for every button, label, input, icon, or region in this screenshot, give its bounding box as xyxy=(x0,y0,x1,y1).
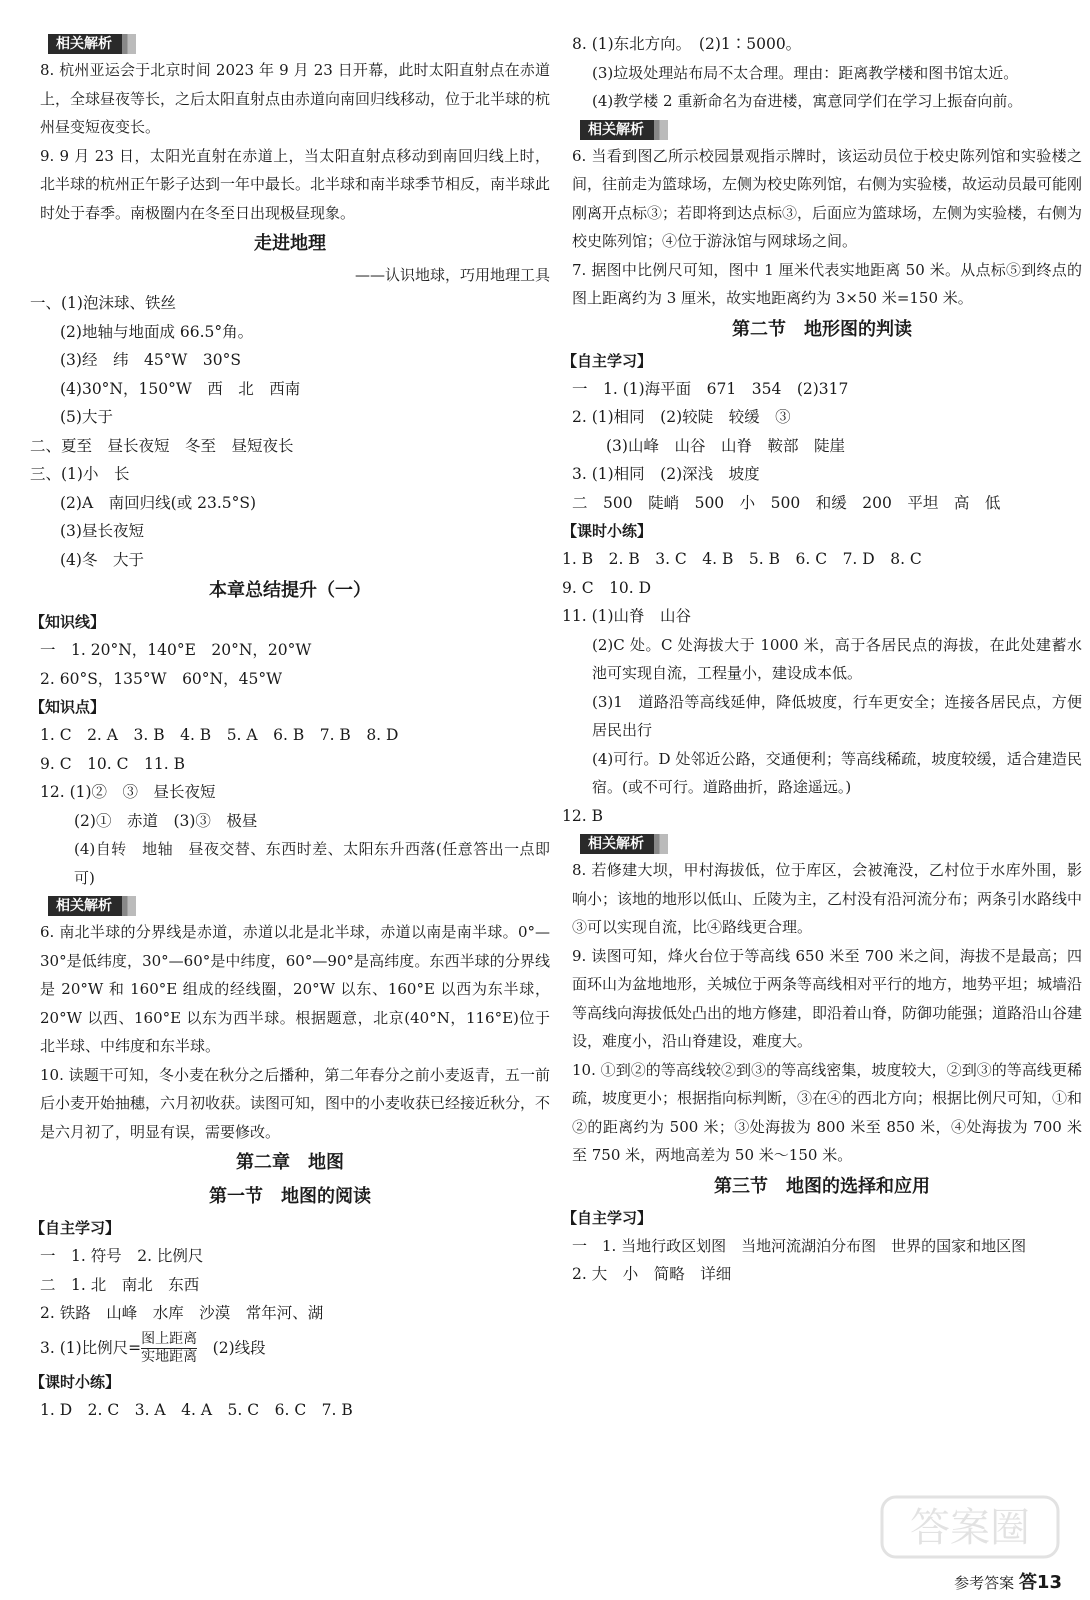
fraction-denominator: 实地距离 xyxy=(141,1349,198,1365)
answer-line: 一 1. 当地行政区划图 当地河流湖泊分布图 世界的国家和地区图 xyxy=(572,1236,1027,1255)
analysis-7: 7. 据图中比例尺可知，图中 1 厘米代表实地距离 50 米。从点标⑤到终点的图上距离约为 3 厘米，故实地距离约为 3×50 米=150 米。 xyxy=(572,260,1082,307)
analysis-10: 10. 读题干可知，冬小麦在秋分之后播种，第二年春分之前小麦返青，五一前后小麦开始抽穗，六月初收获。读图可知，图中的小麦收获已经接近秋分，不是六月初了，明显有误，需要修改。 xyxy=(40,1065,551,1141)
section-label: 【课时小练】 xyxy=(30,1372,121,1391)
answer-line: (2)地轴与地面成 66.5°角。 xyxy=(60,322,254,341)
chapter-summary-title: 本章总结提升（一） xyxy=(209,580,371,601)
answer-line: 9. C 10. C 11. B xyxy=(40,754,185,773)
watermark-logo xyxy=(880,1495,1060,1575)
answer-line: 1. B 2. B 3. C 4. B 5. B 6. C 7. D 8. C xyxy=(562,550,922,568)
section-title: 第三节 地图的选择和应用 xyxy=(714,1175,930,1197)
answer-line: (4)自转 地轴 昼夜交替、东西时差、太阳东升西落(任意答出一点即可) xyxy=(74,840,550,887)
answer-line: 1. D 2. C 3. A 4. A 5. C 6. C 7. B xyxy=(40,1400,353,1419)
answer-line: (2)① 赤道 (3)③ 极昼 xyxy=(74,811,258,830)
answer-line: 二 500 陡峭 500 小 500 和缓 200 平坦 高 低 xyxy=(572,493,1001,512)
answer-line: 12. (1)② ③ 昼长夜短 xyxy=(40,783,216,801)
answer-line: 8. (1)东北方向。 (2)1∶5000。 xyxy=(572,35,802,53)
scale-fraction xyxy=(141,1331,197,1366)
answer-line: 2. 铁路 山峰 水库 沙漠 常年河、湖 xyxy=(40,1304,324,1322)
watermark-text: 答案圈 xyxy=(910,1505,1030,1551)
answer-line: 1. C 2. A 3. B 4. B 5. A 6. B 7. B 8. D xyxy=(40,726,399,744)
analysis-9: 9. 读图可知，烽火台位于等高线 650 米至 700 米之间，海拔不是最高；四面环山为盆地地形，关城位于两条等高线相对平行的地方，地势平坦；城墙沿等高线向海拔低处凸出的地方修建，即沿着山脊，防御功能强；道路沿山谷建设，难度小，沿山脊建设，难度大。 xyxy=(572,946,1083,1050)
answer-line: 二 1. 北 南北 东西 xyxy=(40,1275,200,1294)
answer-line: 一 1. (1)海平面 671 354 (2)317 xyxy=(572,379,849,398)
analysis-badge: 相关解析 xyxy=(580,120,654,140)
answer-line: (3)昼长夜短 xyxy=(60,522,144,540)
analysis-9: 9. 9 月 23 日，太阳光直射在赤道上，当太阳直射点移动到南回归线上时，北半球的杭州正午影子达到一年中最长。北半球和南半球季节相反，南半球此时处于春季。南极圈内在冬至日出现极昼现象。 xyxy=(40,146,551,222)
fraction-numerator: 图上距离 xyxy=(141,1331,198,1347)
chapter-title: 第二章 地图 xyxy=(236,1152,344,1173)
fraction-suffix: (2)线段 xyxy=(197,1338,266,1357)
section-label: 【自主学习】 xyxy=(562,1208,653,1227)
answer-line: 2. 60°S，135°W 60°N，45°W xyxy=(40,669,283,688)
answer-line: (3)1 道路沿等高线延伸，降低坡度，行车更安全；连接各居民点，方便居民出行 xyxy=(592,692,1082,739)
answer-line: 三、(1)小 长 xyxy=(30,465,130,483)
section-title: 第一节 地图的阅读 xyxy=(209,1186,371,1207)
answer-line: 12. B xyxy=(562,806,603,825)
answer-line: 2. (1)相同 (2)较陡 较缓 ③ xyxy=(572,408,791,426)
page-number: 答13 xyxy=(1018,1572,1062,1593)
answer-line: (2)C 处。C 处海拔大于 1000 米，高于各居民点的海拔，在此处建蓄水池可实现自流，工程量小，建设成本低。 xyxy=(592,635,1082,682)
analysis-10: 10. ①到②的等高线较②到③的等高线密集，坡度较大，②到③的等高线更稀疏，坡度更小；根据指向标判断，③在④的西北方向；根据比例尺可知，①和②的距离约为 500 米；③处海拔为 800 米至 850 米，④处海拔为 700 米至 750 米，两地高差为 50 米～150 米。 xyxy=(572,1060,1083,1164)
footer-label: 参考答案 xyxy=(954,1574,1015,1592)
right-column xyxy=(562,30,1082,1289)
section-label: 【课时小练】 xyxy=(562,522,653,540)
answer-line: 11. (1)山脊 山谷 xyxy=(562,607,692,625)
answer-line: (3)山峰 山谷 山脊 鞍部 陡崖 xyxy=(606,436,845,455)
analysis-badge: 相关解析 xyxy=(580,834,654,854)
answer-line: 一 1. 20°N，140°E 20°N，20°W xyxy=(40,641,312,659)
answer-line-fraction xyxy=(30,1328,550,1368)
analysis-8: 8. 杭州亚运会于北京时间 2023 年 9 月 23 日开幕，此时太阳直射点在赤道上，全球昼夜等长，之后太阳直射点由赤道向南回归线移动，位于北半球的杭州昼变短夜变长。 xyxy=(40,61,551,136)
analysis-badge: 相关解析 xyxy=(48,896,122,916)
section-subtitle: ——认识地球，巧用地理工具 xyxy=(354,266,550,284)
analysis-6: 6. 南北半球的分界线是赤道，赤道以北是北半球，赤道以南是南半球。0°—30°是低纬度，30°—60°是中纬度，60°—90°是高纬度。东西半球的分界线是 20°W 和 160°E 组成的经线圈，20°W 以东、160°E 以西为东半球，20°W 以西、160°E 以东为西半球。根据题意，北京(40°N，116°E)位于北半球、中纬度和东半球。 xyxy=(40,923,550,1055)
answer-line: (4)可行。D 处邻近公路，交通便利；等高线稀疏，坡度较缓，适合建造民宿。(或不可行。道路曲折，路途遥远。) xyxy=(592,749,1082,796)
left-column xyxy=(30,30,550,1424)
answer-line: 二、夏至 昼长夜短 冬至 昼短夜长 xyxy=(30,436,294,455)
answer-line: (4)教学楼 2 重新命名为奋进楼，寓意同学们在学习上振奋向前。 xyxy=(592,92,1023,110)
answer-line: 9. C 10. D xyxy=(562,578,652,597)
answer-line: 一 1. 符号 2. 比例尺 xyxy=(40,1247,204,1265)
fraction-prefix: 3. (1)比例尺= xyxy=(40,1338,142,1357)
section-label: 【知识点】 xyxy=(30,698,106,716)
answer-line: (4)冬 大于 xyxy=(60,550,144,569)
answer-line: (3)经 纬 45°W 30°S xyxy=(60,351,241,369)
answer-line: (4)30°N，150°W 西 北 西南 xyxy=(60,379,301,398)
section-label: 【自主学习】 xyxy=(30,1219,121,1237)
answer-line: 2. 大 小 简略 详细 xyxy=(572,1265,732,1283)
section-label: 【自主学习】 xyxy=(562,351,653,370)
section-title: 走进地理 xyxy=(254,233,326,254)
answer-line: (5)大于 xyxy=(60,408,113,426)
analysis-6: 6. 当看到图乙所示校园景观指示牌时，该运动员位于校史陈列馆和实验楼之间，往前走为篮球场，左侧为校史陈列馆，右侧为实验楼，故运动员最可能刚刚离开点标③；若即将到达点标③，后面应为篮球场，左侧为实验楼，右侧为校史陈列馆；④位于游泳馆与网球场之间。 xyxy=(572,146,1083,250)
answer-line: 一、(1)泡沫球、铁丝 xyxy=(30,294,176,312)
analysis-8: 8. 若修建大坝，甲村海拔低，位于库区，会被淹没，乙村位于水库外围，影响小；该地的地形以低山、丘陵为主，乙村没有沿河流分布；两条引水路线中③可以实现自流，比④路线更合理。 xyxy=(572,861,1083,936)
section-label: 【知识线】 xyxy=(30,613,106,631)
answer-line: (3)垃圾处理站布局不太合理。理由：距离教学楼和图书馆太近。 xyxy=(592,63,1019,82)
answer-line: (2)A 南回归线(或 23.5°S) xyxy=(60,493,257,512)
answer-line: 3. (1)相同 (2)深浅 坡度 xyxy=(572,465,760,483)
page-footer xyxy=(954,1568,1062,1594)
section-title: 第二节 地形图的判读 xyxy=(732,318,912,340)
analysis-badge: 相关解析 xyxy=(48,34,122,54)
